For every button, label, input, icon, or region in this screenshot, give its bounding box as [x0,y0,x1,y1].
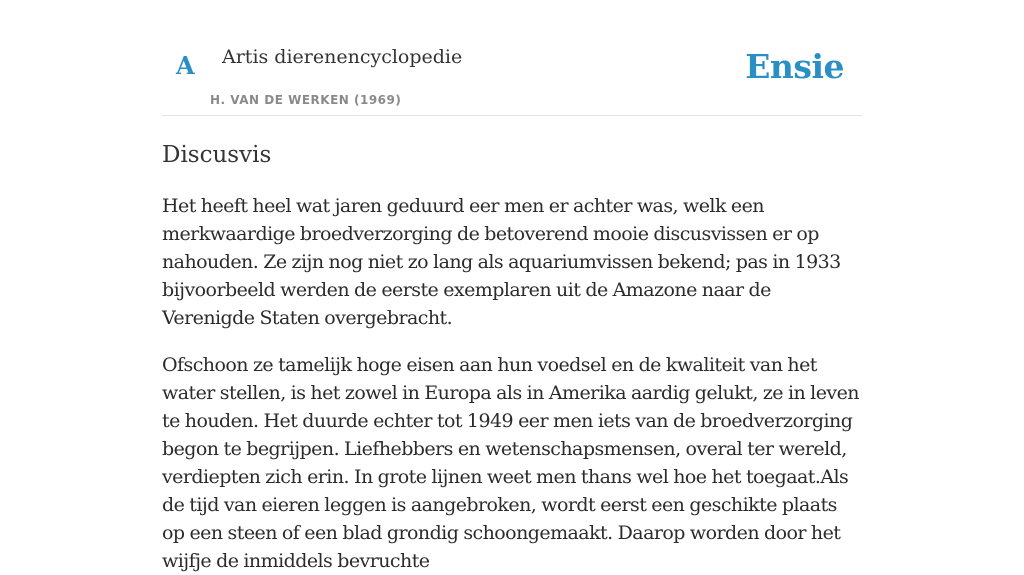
index-letter-link[interactable]: A [176,51,195,80]
source-author: H. VAN DE WERKEN (1969) [210,93,402,107]
article-title: Discusvis [162,142,272,168]
source-title-link[interactable]: Artis dierenencyclopedie [222,46,463,68]
article-paragraph-2: Ofschoon ze tamelijk hoge eisen aan hun voedsel en de kwaliteit van het water stellen, is het zowel in Europa als in Amerika aardig gelukt, ze in leven te houden. Het duurde echter tot 1949 eer men iets van de broedverzorging begon te begrijpen. Liefhebbers en wetenschapsmensen, overal ter wereld, verdiepten zich erin. In grote lijnen weet men thans wel hoe het toegaat.Als de tijd van eieren leggen is aangebroken, wordt eerst een geschikte plaats op een steen of een blad grondig schoongemaakt. Daarop worden door het wijfje de inmiddels bevruchte [162,353,859,572]
page [162,0,862,575]
brand-logo-link[interactable]: Ensie [745,47,844,86]
article-paragraph-1: Het heeft heel wat jaren geduurd eer men er achter was, welk een merkwaardige broedverzorging de betoverend mooie discusvissen er op nahouden. Ze zijn nog niet zo lang als aquariumvissen bekend; pas in 1933 bijvoorbeeld werden de eerste exemplaren uit de Amazone naar de Verenigde Staten overgebracht. [162,194,841,329]
header [162,0,862,116]
